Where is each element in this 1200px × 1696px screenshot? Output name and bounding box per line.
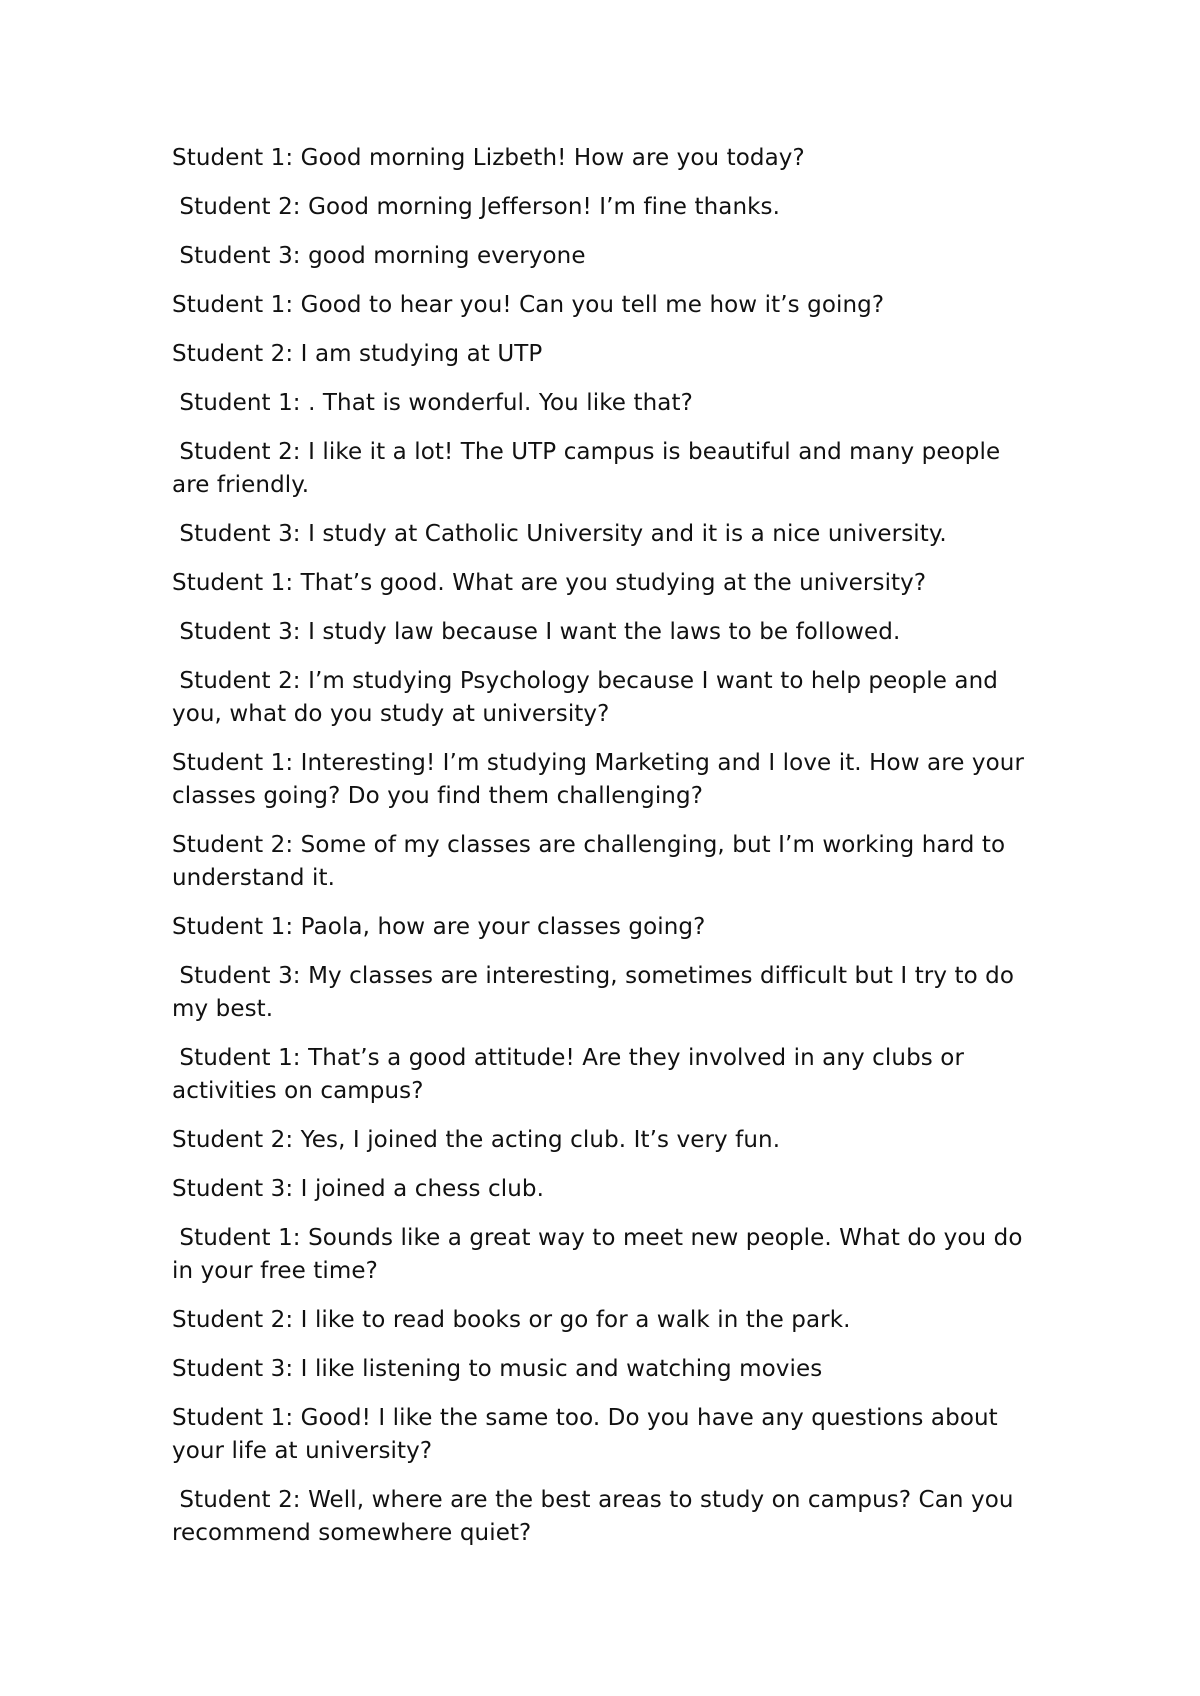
dialogue-line: Student 1: Sounds like a great way to meet new people. What do you do in your free time? <box>172 1225 1030 1284</box>
dialogue-line: Student 2: Yes, I joined the acting club. It’s very fun. <box>172 1127 781 1153</box>
dialogue-line: Student 2: Some of my classes are challenging, but I’m working hard to understand it. <box>172 832 1013 891</box>
dialogue-line: Student 3: I study law because I want the laws to be followed. <box>172 619 901 645</box>
dialogue-line: Student 1: That’s good. What are you studying at the university? <box>172 570 927 596</box>
dialogue-line: Student 3: good morning everyone <box>172 243 586 269</box>
dialogue-text <box>172 142 1042 1566</box>
dialogue-line: Student 2: I’m studying Psychology because I want to help people and you, what do you study at university? <box>172 668 1006 727</box>
dialogue-line: Student 1: That’s a good attitude! Are they involved in any clubs or activities on campus? <box>172 1045 972 1104</box>
dialogue-line: Student 2: I like it a lot! The UTP campus is beautiful and many people are friendly. <box>172 439 1008 498</box>
dialogue-line: Student 3: My classes are interesting, sometimes difficult but I try to do my best. <box>172 963 1022 1022</box>
dialogue-line: Student 2: I am studying at UTP <box>172 341 543 367</box>
dialogue-line: Student 2: I like to read books or go for a walk in the park. <box>172 1307 851 1333</box>
dialogue-line: Student 1: Interesting! I’m studying Marketing and I love it. How are your classes going? Do you find them challenging? <box>172 750 1032 809</box>
dialogue-line: Student 3: I joined a chess club. <box>172 1176 545 1202</box>
dialogue-line: Student 1: Good morning Lizbeth! How are you today? <box>172 145 805 171</box>
dialogue-line: Student 3: I study at Catholic University and it is a nice university. <box>172 521 947 547</box>
dialogue-line: Student 2: Well, where are the best areas to study on campus? Can you recommend somewhere quiet? <box>172 1487 1021 1546</box>
dialogue-line: Student 1: Good! I like the same too. Do you have any questions about your life at university? <box>172 1405 1006 1464</box>
dialogue-line: Student 2: Good morning Jefferson! I’m fine thanks. <box>172 194 781 220</box>
dialogue-line: Student 1: Good to hear you! Can you tell me how it’s going? <box>172 292 885 318</box>
dialogue-line: Student 3: I like listening to music and watching movies <box>172 1356 823 1382</box>
dialogue-line: Student 1: Paola, how are your classes going? <box>172 914 706 940</box>
dialogue-line: Student 1: . That is wonderful. You like that? <box>172 390 693 416</box>
